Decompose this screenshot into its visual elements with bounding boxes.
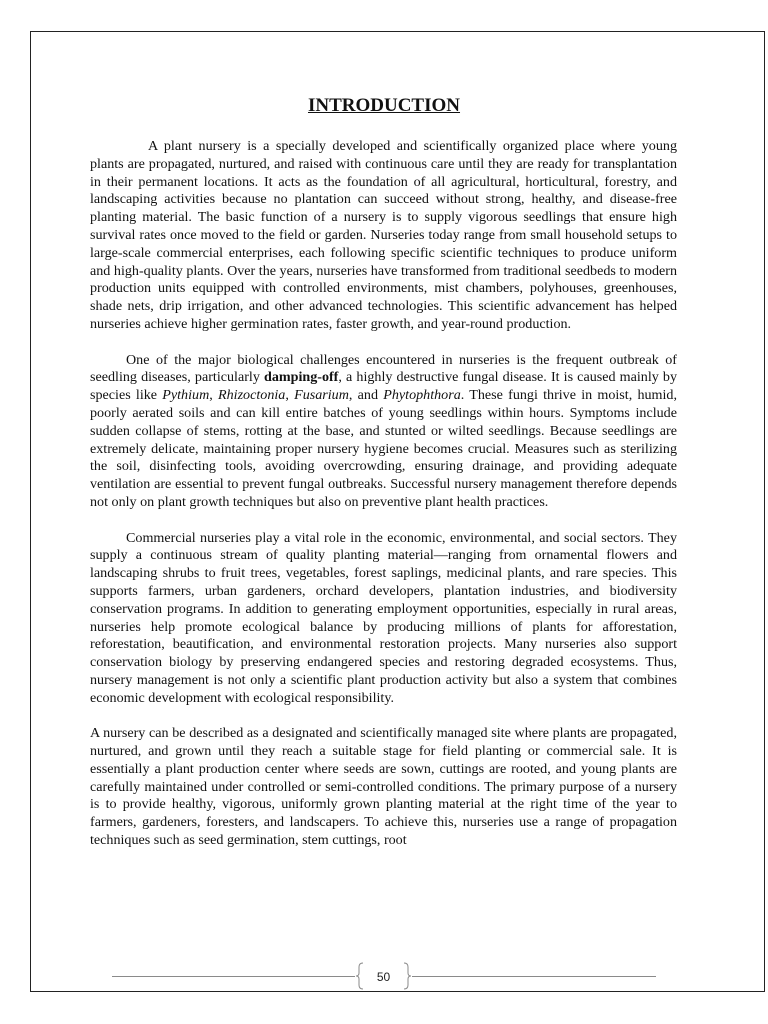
species-pythium: Pythium [162, 387, 210, 404]
paragraph-2-text-1: One of the major biological challenges encountered in nurseries is the frequent outbreak of seedling diseases, particularly [90, 351, 677, 386]
footer-rule-left [112, 976, 355, 977]
page-number: 50 [376, 970, 391, 984]
footer-rule-right [412, 976, 656, 977]
species-phytophthora: Phytophthora [383, 387, 461, 404]
body-text [90, 138, 677, 868]
damping-off-term: damping-off [263, 369, 339, 386]
paragraph-2-text-3: . These fungi thrive in moist, humid, poorly aerated soils and can kill entire batches of young seedlings within hours. Symptoms include sudden collapse of stems, rotting at the base, and stunted or wilted seedlings. Because seedlings are extremely delicate, maintaining proper nursery hygiene becomes crucial. Measures such as sterilizing the soil, disinfecting tools, avoiding overcrowding, ensuring drainage, and providing adequate ventilation are essential to prevent fungal outbreaks. Successful nursery management therefore depends not only on plant growth techniques but also on preventive plant health practices. [90, 387, 677, 510]
paragraph-3: Commercial nurseries play a vital role in the economic, environmental, and social sectors. They supply a continuous stream of quality planting material—ranging from ornamental flowers and landscaping shrubs to fruit trees, vegetables, forest saplings, medicinal plants, and rare species. This supports farmers, urban gardeners, orchard developers, plantation industries, and biodiversity conservation programs. In addition to generating employment opportunities, especially in rural areas, nurseries help promote ecological balance by producing millions of plants for afforestation, reforestation, beautification, and environmental restoration projects. Many nurseries also support conservation biology by preserving endangered species and restoring degraded ecosystems. Thus, nursery management is not only a scientific plant production activity but also a system that combines economic development with ecological responsibility. [90, 529, 677, 706]
separator-3: , and [348, 387, 384, 404]
right-brace-icon [402, 962, 412, 990]
page-title: INTRODUCTION [307, 95, 461, 116]
separator-1: , [209, 387, 218, 404]
paragraph-1: A plant nursery is a specially developed and scientifically organized place where young plants are propagated, nurtured, and raised with continuous care until they are ready for transplantation in their permanent locations. It acts as the foundation of all agricultural, horticultural, forestry, and landscaping activities because no plantation can succeed without strong, healthy, and disease-free planting material. The basic function of a nursery is to supply vigorous seedlings that ensure high survival rates once moved to the field or garden. Nurseries today range from small household setups to large-scale commercial enterprises, each following specific scientific techniques to produce uniform and high-quality plants. Over the years, nurseries have transformed from traditional seedbeds to modern production units equipped with controlled environments, mist chambers, polyhouses, greenhouses, shade nets, drip irrigation, and other advanced technologies. This scientific advancement has helped nurseries achieve higher germination rates, faster growth, and year-round production. [90, 138, 677, 332]
species-fusarium: Fusarium [294, 387, 349, 404]
paragraph-2-text-2: , a highly destructive fungal disease. It is caused mainly by species like [90, 369, 677, 404]
page-footer [112, 962, 656, 992]
paragraph-2 [90, 352, 677, 512]
paragraph-4: A nursery can be described as a designated and scientifically managed site where plants are propagated, nurtured, and grown until they reach a suitable stage for field planting or commercial sale. It is essentially a plant production center where seeds are sown, cuttings are rooted, and young plants are carefully maintained under controlled or semi-controlled conditions. The primary purpose of a nursery is to provide healthy, vigorous, uniformly grown planting material at the right time of the year to farmers, gardeners, foresters, and landscapers. To achieve this, nurseries use a range of propagation techniques such as seed germination, stem cuttings, root [90, 725, 677, 849]
species-rhizoctonia: Rhizoctonia [218, 387, 286, 404]
separator-2: , [285, 387, 295, 404]
